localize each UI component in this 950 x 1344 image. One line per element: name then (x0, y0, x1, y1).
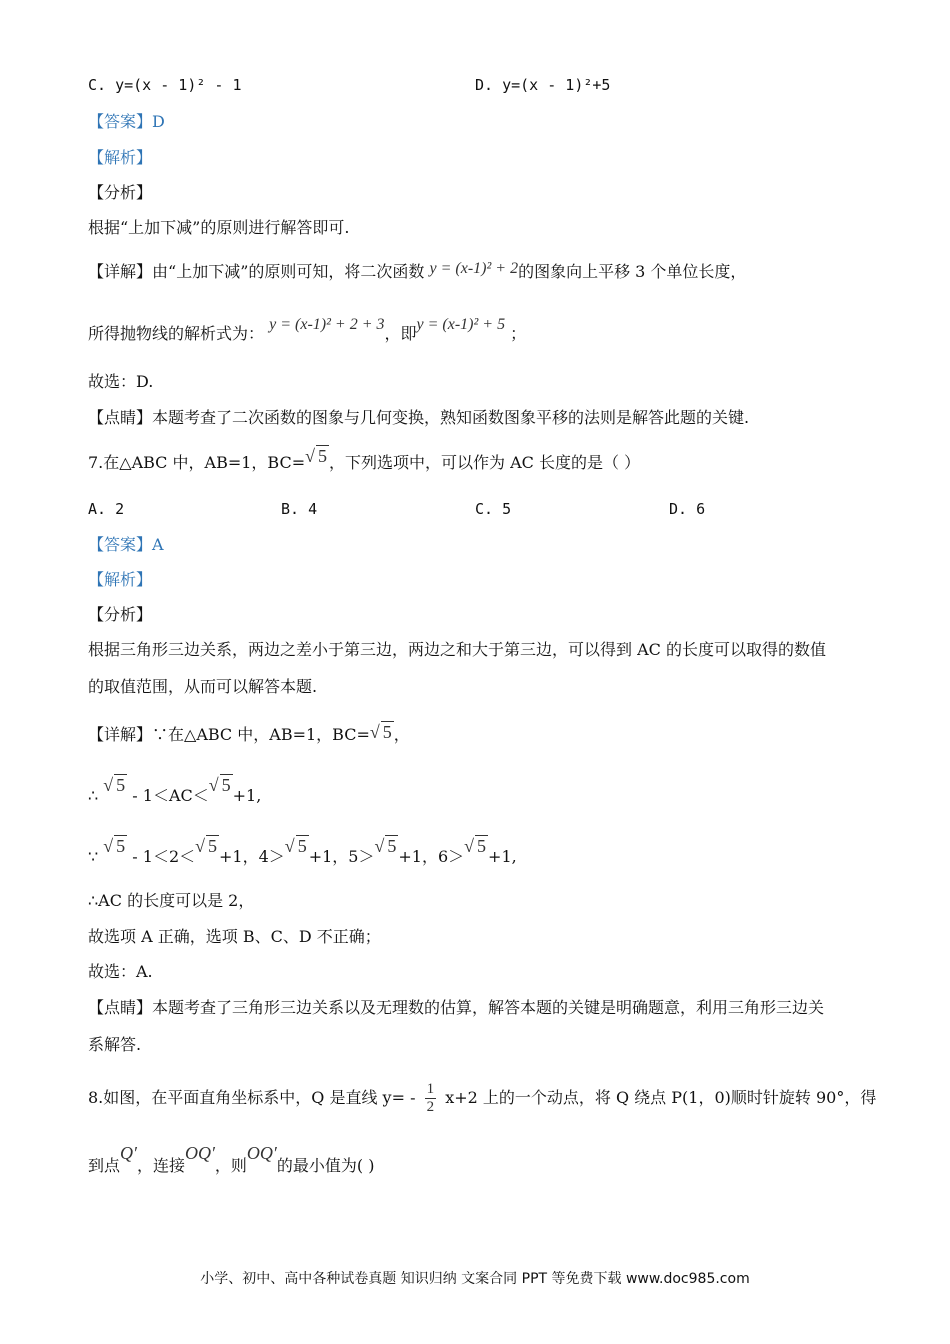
sqrt-5: √ 5 (464, 836, 487, 856)
dianjing-text: 本题考查了二次函数的图象与几何变换，熟知函数图象平移的法则是解答此题的关键. (152, 408, 750, 427)
result-text-a: 所得抛物线的解析式为： (88, 324, 265, 343)
choose-line: 故选：A. (88, 962, 153, 981)
q8-line2-a: 到点 (88, 1156, 121, 1175)
q8-line2-c: ，则 (214, 1156, 247, 1175)
formula-1: y = (x-1)² + 2 (429, 260, 519, 277)
radicand: 5 (116, 836, 126, 856)
sqrt-5: √ 5 (208, 775, 231, 795)
sqrt-5: √ 5 (195, 836, 218, 856)
analysis-text-2: 的取值范围，从而可以解答本题. (88, 677, 318, 696)
radicand: 5 (387, 836, 397, 856)
sqrt-5: √ 5 (305, 446, 328, 466)
dianjing-text-1: 本题考查了三角形三边关系以及无理数的估算，解答本题的关键是明确题意，利用三角形三边关 (152, 998, 825, 1017)
sqrt-5: √ 5 (103, 836, 126, 856)
oq-prime: OQ′ (246, 1143, 277, 1163)
q8-line2-d: 的最小值为( ) (276, 1156, 375, 1175)
because-text-b: - 1＜2＜ (132, 847, 196, 866)
q7-option-d: D. 6 (669, 500, 706, 518)
q8-stem-b: x+2 上的一个动点，将 Q 绕点 P(1，0)顺时针旋转 90°，得 (445, 1088, 877, 1107)
detail-text-b: ， (393, 725, 410, 744)
radicand: 5 (297, 836, 307, 856)
fraction-one-half (425, 1081, 437, 1116)
answer-value: D (152, 112, 165, 131)
sqrt-5: √ 5 (369, 722, 392, 742)
q7-dianjing-line (88, 998, 824, 1018)
analysis-text-1: 根据三角形三边关系，两边之差小于第三边，两边之和大于第三边，可以得到 AC 的长度可以取得的数值 (88, 640, 826, 659)
radicand: 5 (116, 775, 126, 795)
oq-prime: OQ′ (184, 1143, 215, 1163)
because-symbol: ∵ (88, 847, 99, 866)
detail-text-b: 的图象向上平移 3 个单位长度， (518, 262, 747, 281)
q7-stem (88, 446, 641, 473)
radicand: 5 (318, 446, 328, 466)
radicand: 5 (208, 836, 218, 856)
page-footer: 小学、初中、高中各种试卷真题 知识归纳 文案合同 PPT 等免费下载 www.doc985.com (200, 1271, 750, 1287)
because-text-d: +1，5＞ (308, 847, 375, 866)
q-prime: Q′ (120, 1143, 137, 1163)
q7-stem-a: 7.在△ABC 中，AB=1，BC= (88, 453, 306, 472)
result-text-c: ； (510, 324, 527, 343)
q7-option-c: C. 5 (475, 500, 512, 518)
q7-detail-line (88, 723, 410, 745)
radicand: 5 (221, 775, 231, 795)
because-text-c: +1，4＞ (219, 847, 285, 866)
therefore-line (88, 775, 262, 806)
because-text-e: +1，6＞ (398, 847, 465, 866)
q7-answer-line (88, 535, 164, 555)
answer-tag: 【答案】 (88, 112, 153, 131)
q7-option-b: B. 4 (281, 500, 318, 518)
option-d: D. y=(x - 1)²+5 (475, 76, 611, 94)
dianjing-tag: 【点睛】 (88, 408, 153, 427)
formula-2: y = (x-1)² + 2 + 3 (269, 316, 385, 333)
analysis-text: 根据“上加下减”的原则进行解答即可. (88, 218, 350, 237)
fraction-numerator: 1 (426, 1081, 435, 1097)
detail-text-a: ∵在△ABC 中，AB=1，BC= (152, 725, 370, 744)
therefore-text-c: +1, (232, 786, 262, 805)
detail-line (88, 262, 746, 283)
dianjing-line (88, 408, 749, 428)
therefore-text-b: - 1＜AC＜ (132, 786, 209, 805)
q7-option-a: A. 2 (88, 500, 125, 518)
because-line (88, 836, 517, 867)
formula-3: y = (x-1)² + 5 (416, 316, 506, 333)
q8-stem (88, 1081, 876, 1116)
detail-tag: 【详解】 (88, 262, 153, 281)
answer-line (88, 112, 165, 132)
q8-line-2 (88, 1143, 375, 1176)
correct-line: 故选项 A 正确，选项 B、C、D 不正确； (88, 927, 381, 946)
therefore-symbol: ∴ (88, 786, 99, 805)
detail-tag: 【详解】 (88, 725, 153, 744)
fraction-denominator: 2 (426, 1099, 435, 1115)
jiexi-tag: 【解析】 (88, 148, 153, 167)
fenxi-tag: 【分析】 (88, 183, 153, 202)
because-text-f: +1, (488, 847, 517, 866)
option-c: C. y=(x - 1)² - 1 (88, 76, 242, 94)
radicand: 5 (477, 836, 487, 856)
detail-text-a: 由“上加下减”的原则可知，将二次函数 (152, 262, 425, 281)
dianjing-tag: 【点睛】 (88, 998, 153, 1017)
q7-dianjing-line-2: 系解答. (88, 1035, 142, 1054)
conclusion-line: ∴AC 的长度可以是 2， (88, 891, 255, 910)
result-text-b: ，即 (384, 324, 417, 343)
jiexi-tag: 【解析】 (88, 570, 153, 589)
answer-value: A (152, 535, 164, 554)
fenxi-tag: 【分析】 (88, 605, 153, 624)
sqrt-5: √ 5 (374, 836, 397, 856)
sqrt-5: √ 5 (103, 775, 126, 795)
sqrt-5: √ 5 (284, 836, 307, 856)
q7-stem-b: ，下列选项中，可以作为 AC 长度的是（ ） (329, 453, 641, 472)
q8-line2-b: ，连接 (136, 1156, 185, 1175)
choose-line: 故选：D. (88, 372, 154, 391)
result-line (88, 316, 527, 345)
q8-stem-a: 8.如图，在平面直角坐标系中，Q 是直线 y= - (88, 1088, 416, 1107)
radicand: 5 (382, 722, 392, 742)
answer-tag: 【答案】 (88, 535, 153, 554)
